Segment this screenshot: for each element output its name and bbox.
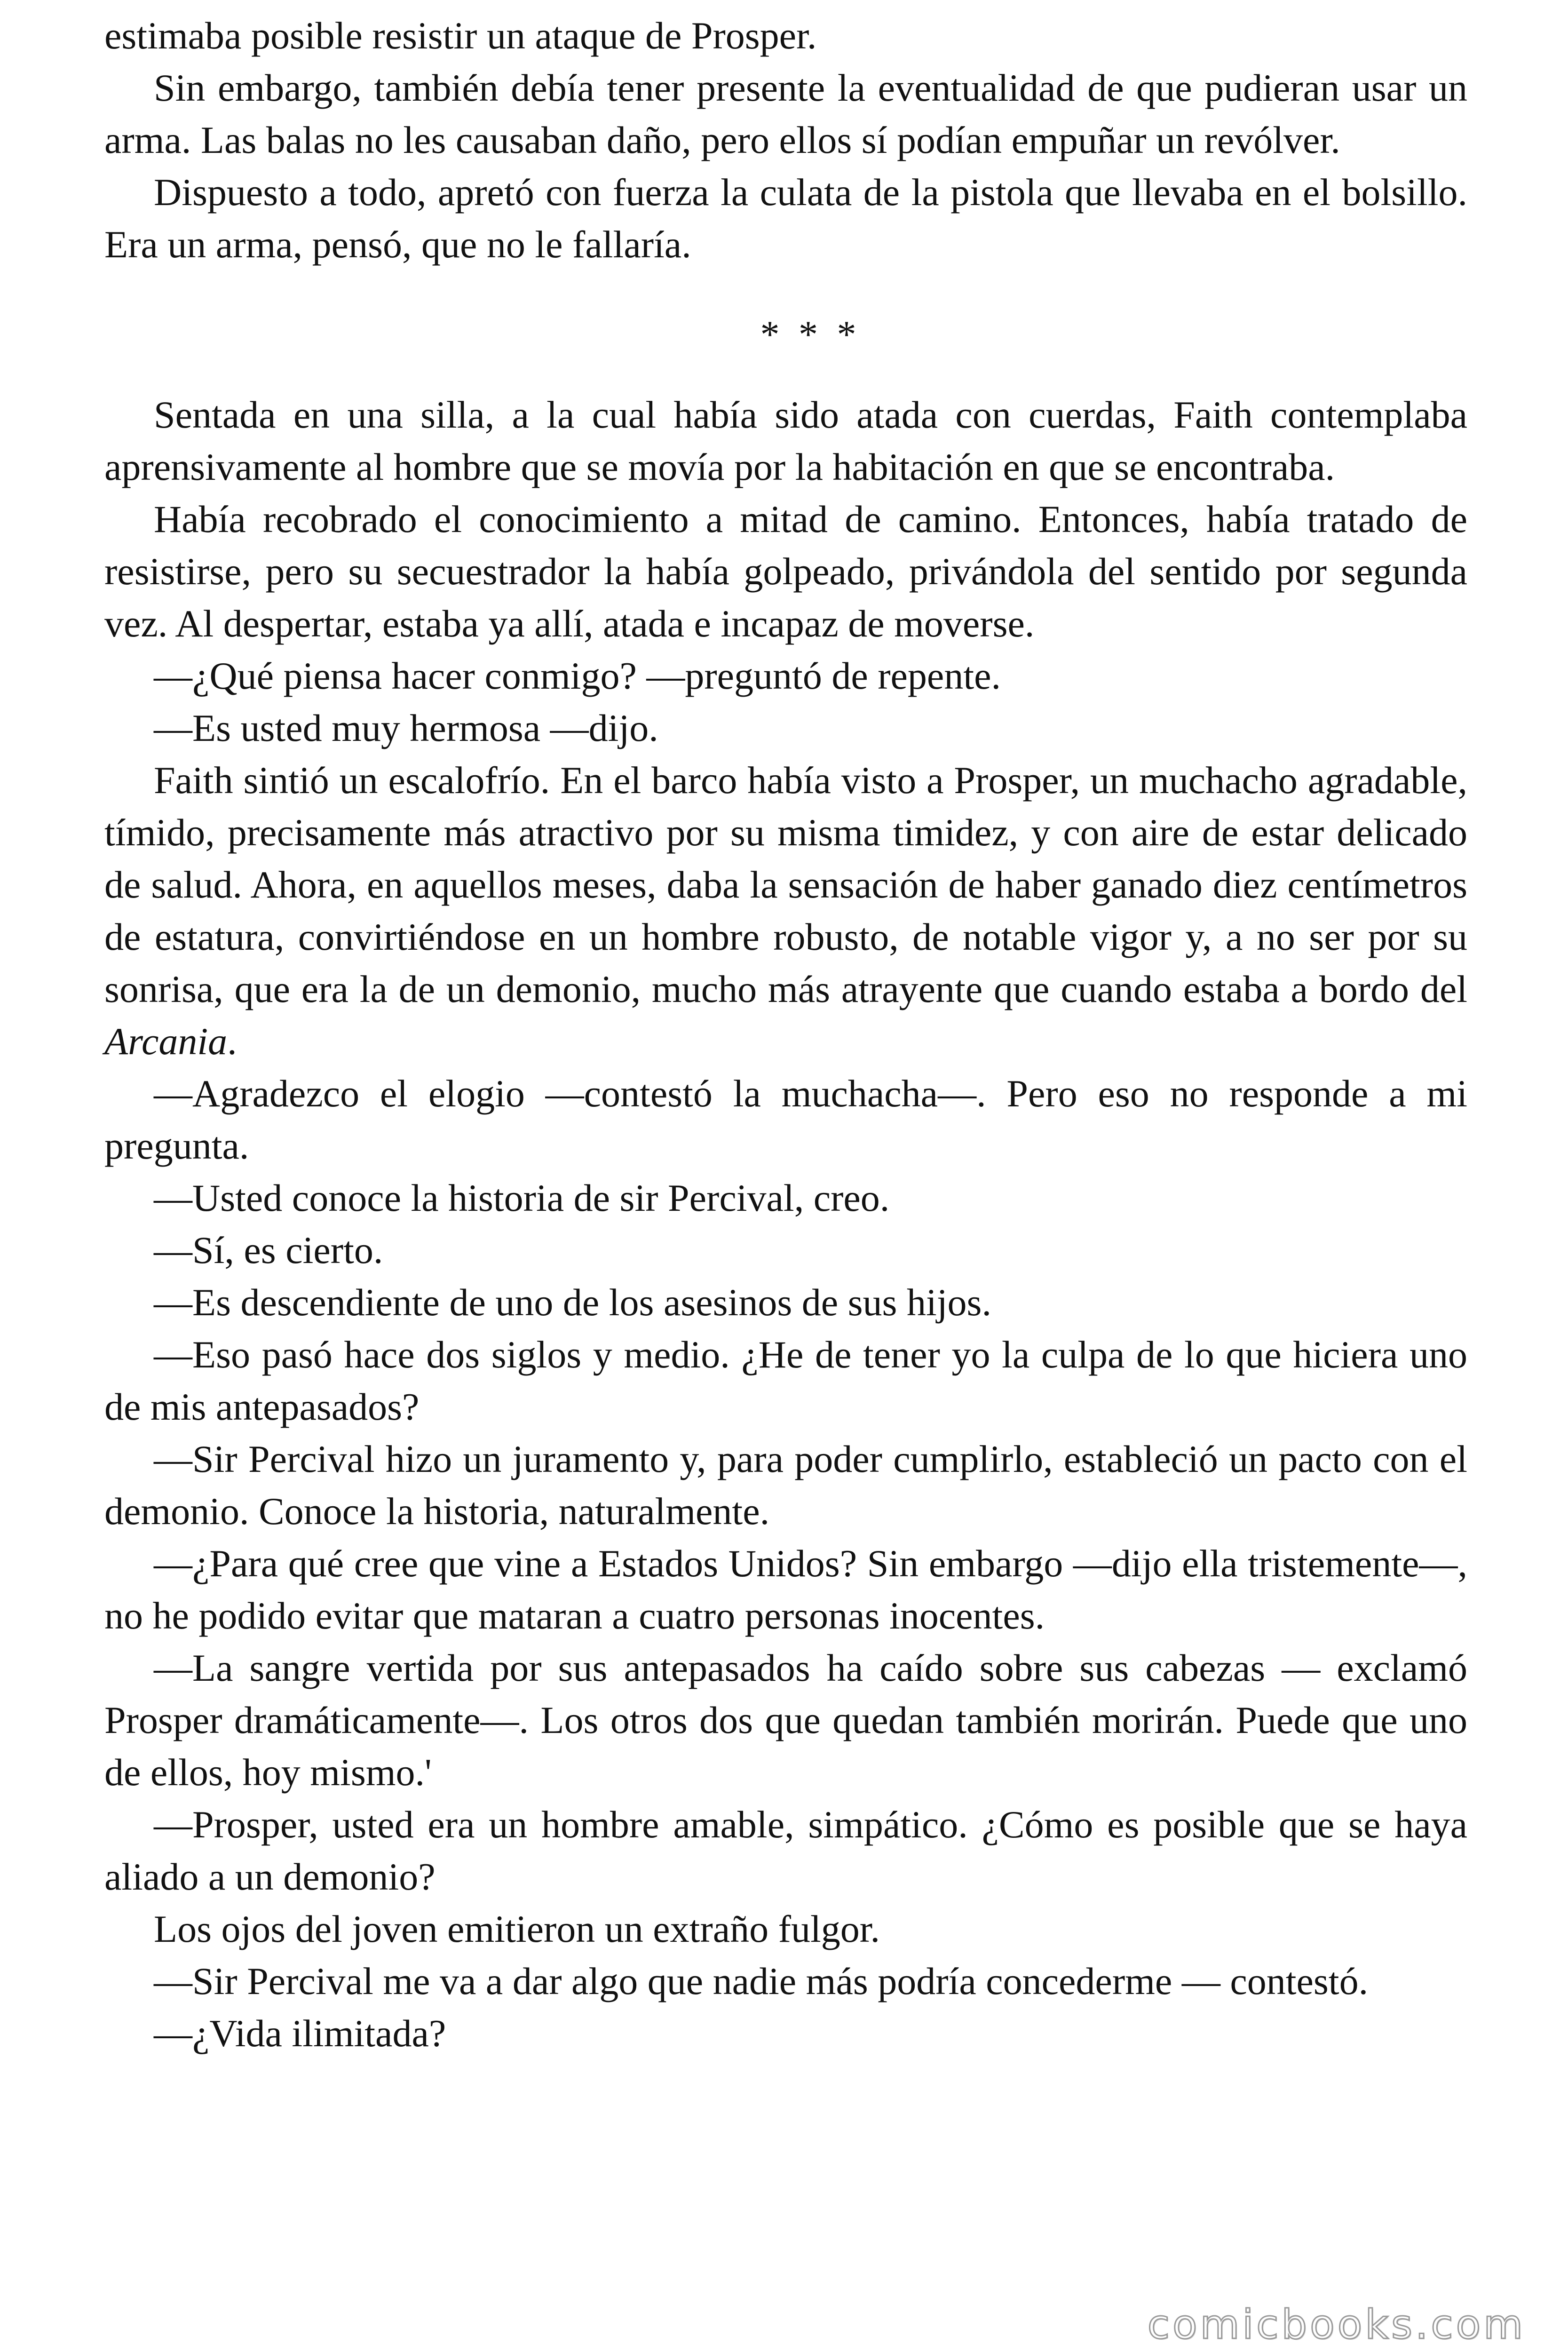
dialogue-line: —¿Qué piensa hacer conmigo? —preguntó de repente.: [154, 654, 1001, 697]
watermark: comicbooks.com: [1147, 2301, 1526, 2348]
paragraph: Dispuesto a todo, apretó con fuerza la culata de la pistola que llevaba en el bolsillo. Era un arma, pensó, que no le fallaría.: [104, 171, 1467, 266]
paragraph: Había recobrado el conocimiento a mitad de camino. Entonces, había tratado de resistirse, pero su secuestrador la había golpeado, privándola del sentido por segunda vez. Al despertar, estaba ya allí, atada e incapaz de moverse.: [104, 498, 1467, 645]
paragraph-end: .: [227, 1020, 237, 1063]
ship-name: Arcania: [104, 1020, 228, 1063]
dialogue-line: —¿Para qué cree que vine a Estados Unidos? Sin embargo —dijo ella tristemente—, no he podido evitar que mataran a cuatro personas inocentes.: [104, 1542, 1467, 1637]
paragraph: estimaba posible resistir un ataque de Prosper.: [104, 14, 817, 57]
paragraph: [104, 754, 1467, 1067]
section-separator: * * *: [760, 313, 861, 356]
dialogue-line: —Eso pasó hace dos siglos y medio. ¿He de tener yo la culpa de lo que hiciera uno de mis antepasados?: [104, 1333, 1467, 1428]
book-page-text: [104, 9, 1467, 2059]
paragraph: Sin embargo, también debía tener presente la eventualidad de que pudieran usar un arma. Las balas no les causaban daño, pero ellos sí podían empuñar un revólver.: [104, 66, 1467, 161]
paragraph: Sentada en una silla, a la cual había sido atada con cuerdas, Faith contemplaba aprensivamente al hombre que se movía por la habitación en que se encontraba.: [104, 393, 1467, 488]
paragraph-text: Faith sintió un escalofrío. En el barco había visto a Prosper, un muchacho agradable, tímido, precisamente más atractivo por su misma timidez, y con aire de estar delicado de salud. Ahora, en aquellos meses, daba la sensación de haber ganado diez centímetros de estatura, convirtiéndose en un hombre robusto, de notable vigor y, a no ser por su sonrisa, que era la de un demonio, mucho más atrayente que cuando estaba a bordo del: [104, 759, 1467, 1010]
dialogue-line: —Es usted muy hermosa —dijo.: [154, 707, 658, 749]
dialogue-line: —Es descendiente de uno de los asesinos de sus hijos.: [154, 1281, 991, 1324]
dialogue-line: —La sangre vertida por sus antepasados ha caído sobre sus cabezas — exclamó Prosper dramáticamente—. Los otros dos que quedan también morirán. Puede que uno de ellos, hoy mismo.': [104, 1646, 1467, 1794]
dialogue-line: —Prosper, usted era un hombre amable, simpático. ¿Cómo es posible que se haya aliado a un demonio?: [104, 1803, 1467, 1898]
dialogue-line: —Sir Percival me va a dar algo que nadie más podría concederme — contestó.: [154, 1960, 1369, 2002]
paragraph: Los ojos del joven emitieron un extraño fulgor.: [154, 1907, 880, 1950]
dialogue-line: —Sí, es cierto.: [154, 1229, 383, 1271]
dialogue-line: —Agradezco el elogio —contestó la muchacha—. Pero eso no responde a mi pregunta.: [104, 1072, 1467, 1167]
dialogue-line: —Sir Percival hizo un juramento y, para poder cumplirlo, estableció un pacto con el demonio. Conoce la historia, naturalmente.: [104, 1438, 1467, 1533]
dialogue-line: —Usted conoce la historia de sir Percival, creo.: [154, 1176, 890, 1219]
dialogue-line: —¿Vida ilimitada?: [154, 2012, 446, 2055]
